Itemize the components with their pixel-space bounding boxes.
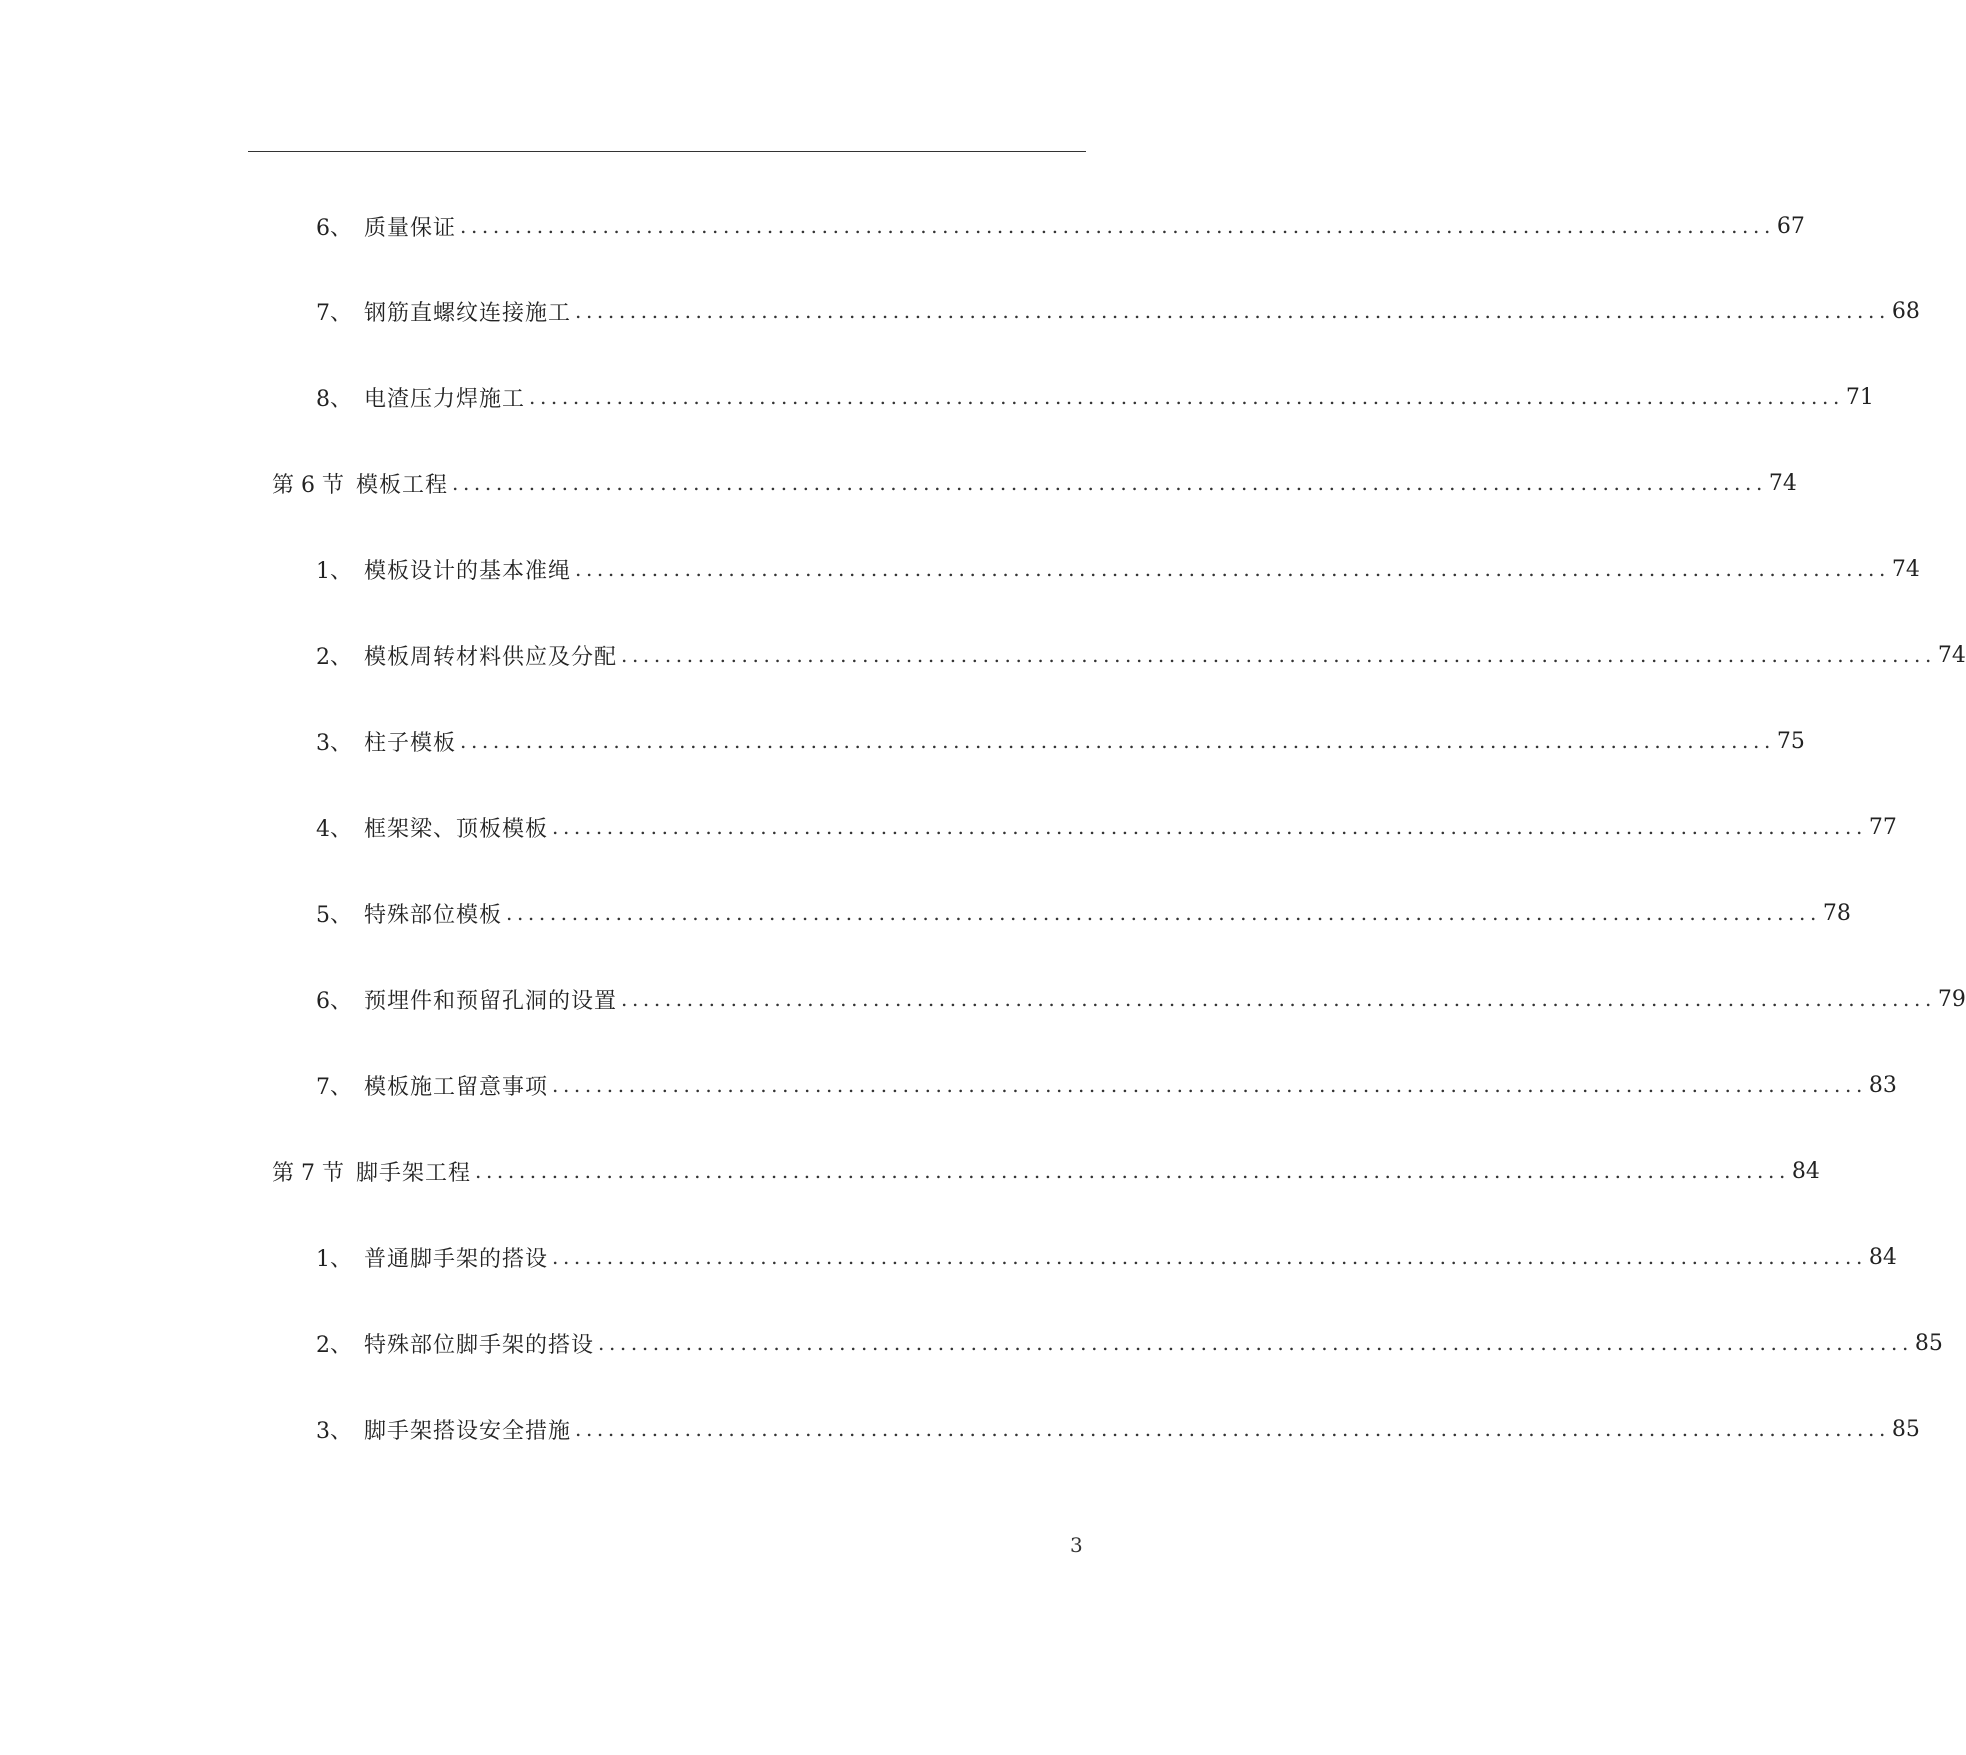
toc-entry-number: 2、 <box>316 644 352 670</box>
toc-entry-title: 框架梁、顶板模板 <box>364 816 549 842</box>
toc-entry-number: 8、 <box>316 386 352 412</box>
toc-entry-title: 脚手架搭设安全措施 <box>364 1418 572 1444</box>
toc-leader-dots: ........................................................................................................................ <box>621 987 1936 1011</box>
toc-leader-dots: ........................................................................................................................ <box>506 901 1821 925</box>
toc-leader-dots: ........................................................................................................................ <box>460 729 1775 753</box>
toc-entry-number: 4、 <box>316 816 352 842</box>
toc-entry-title: 特殊部位模板 <box>364 902 503 928</box>
toc-entry-number: 1、 <box>316 1246 352 1272</box>
toc-leader-dots: ........................................................................................................................ <box>552 1245 1867 1269</box>
header-rule <box>248 151 1086 152</box>
toc-entry-number: 5、 <box>316 902 352 928</box>
toc-entry-page: 77 <box>1868 814 1897 840</box>
toc-section-title: 脚手架工程 <box>356 1160 472 1186</box>
toc-entry[interactable] <box>316 807 1897 847</box>
toc-entry[interactable] <box>316 291 1920 331</box>
toc-entry-number: 6、 <box>316 215 352 241</box>
toc-entry[interactable] <box>316 549 1920 589</box>
toc-leader-dots: ........................................................................................................................ <box>475 1159 1790 1183</box>
toc-entry-page: 75 <box>1776 728 1805 754</box>
toc-entry-page: 85 <box>1891 1416 1920 1442</box>
toc-entry[interactable] <box>316 893 1851 933</box>
toc-entry-title: 预埋件和预留孔洞的设置 <box>364 988 618 1014</box>
toc-entry[interactable] <box>316 1409 1920 1449</box>
toc-entry-page: 74 <box>1768 470 1797 496</box>
toc-entry-number: 3、 <box>316 1418 352 1444</box>
toc-leader-dots: ........................................................................................................................ <box>575 299 1890 323</box>
toc-entry[interactable] <box>316 979 1966 1019</box>
toc-entry-number: 6、 <box>316 988 352 1014</box>
toc-leader-dots: ........................................................................................................................ <box>598 1331 1913 1355</box>
toc-leader-dots: ........................................................................................................................ <box>575 1417 1890 1441</box>
toc-entry[interactable] <box>316 1065 1897 1105</box>
toc-entry[interactable] <box>316 206 1805 246</box>
toc-section-number: 第 7 节 <box>272 1160 344 1186</box>
toc-entry-page: 67 <box>1776 213 1805 239</box>
toc-entry-page: 84 <box>1868 1244 1897 1270</box>
toc-entry-title: 特殊部位脚手架的搭设 <box>364 1332 595 1358</box>
toc-section-number: 第 6 节 <box>272 472 344 498</box>
toc-entry-title: 普通脚手架的搭设 <box>364 1246 549 1272</box>
toc-entry-title: 柱子模板 <box>364 730 457 756</box>
toc-entry-title: 模板设计的基本准绳 <box>364 558 572 584</box>
toc-entry-title: 钢筋直螺纹连接施工 <box>364 300 572 326</box>
toc-entry-number: 2、 <box>316 1332 352 1358</box>
toc-entry-page: 84 <box>1791 1158 1820 1184</box>
toc-entry[interactable] <box>316 1323 1943 1363</box>
toc-entry[interactable] <box>316 635 1966 675</box>
toc-entry-number: 3、 <box>316 730 352 756</box>
toc-entry-number: 1、 <box>316 558 352 584</box>
toc-section-entry[interactable] <box>272 463 1797 503</box>
toc-entry[interactable] <box>316 377 1874 417</box>
toc-entry-page: 83 <box>1868 1072 1897 1098</box>
toc-entry-title: 电渣压力焊施工 <box>364 386 526 412</box>
toc-entry-page: 74 <box>1937 642 1966 668</box>
toc-entry-page: 79 <box>1937 986 1966 1012</box>
toc-entry[interactable] <box>316 721 1805 761</box>
toc-section-title: 模板工程 <box>356 472 449 498</box>
toc-leader-dots: ........................................................................................................................ <box>621 643 1936 667</box>
toc-leader-dots: ........................................................................................................................ <box>460 214 1775 238</box>
toc-entry-page: 78 <box>1822 900 1851 926</box>
toc-leader-dots: ........................................................................................................................ <box>529 385 1844 409</box>
toc-entry-page: 74 <box>1891 556 1920 582</box>
toc-entry-page: 68 <box>1891 298 1920 324</box>
toc-entry-page: 71 <box>1845 384 1874 410</box>
toc-entry[interactable] <box>316 1237 1897 1277</box>
toc-leader-dots: ........................................................................................................................ <box>552 815 1867 839</box>
toc-entry-title: 模板周转材料供应及分配 <box>364 644 618 670</box>
toc-entry-title: 质量保证 <box>364 215 457 241</box>
toc-section-entry[interactable] <box>272 1151 1820 1191</box>
toc-leader-dots: ........................................................................................................................ <box>575 557 1890 581</box>
toc-entry-number: 7、 <box>316 1074 352 1100</box>
toc-entry-page: 85 <box>1914 1330 1943 1356</box>
toc-entry-number: 7、 <box>316 300 352 326</box>
toc-leader-dots: ........................................................................................................................ <box>452 471 1767 495</box>
toc-entry-title: 模板施工留意事项 <box>364 1074 549 1100</box>
toc-leader-dots: ........................................................................................................................ <box>552 1073 1867 1097</box>
page-number: 3 <box>1070 1533 1083 1557</box>
